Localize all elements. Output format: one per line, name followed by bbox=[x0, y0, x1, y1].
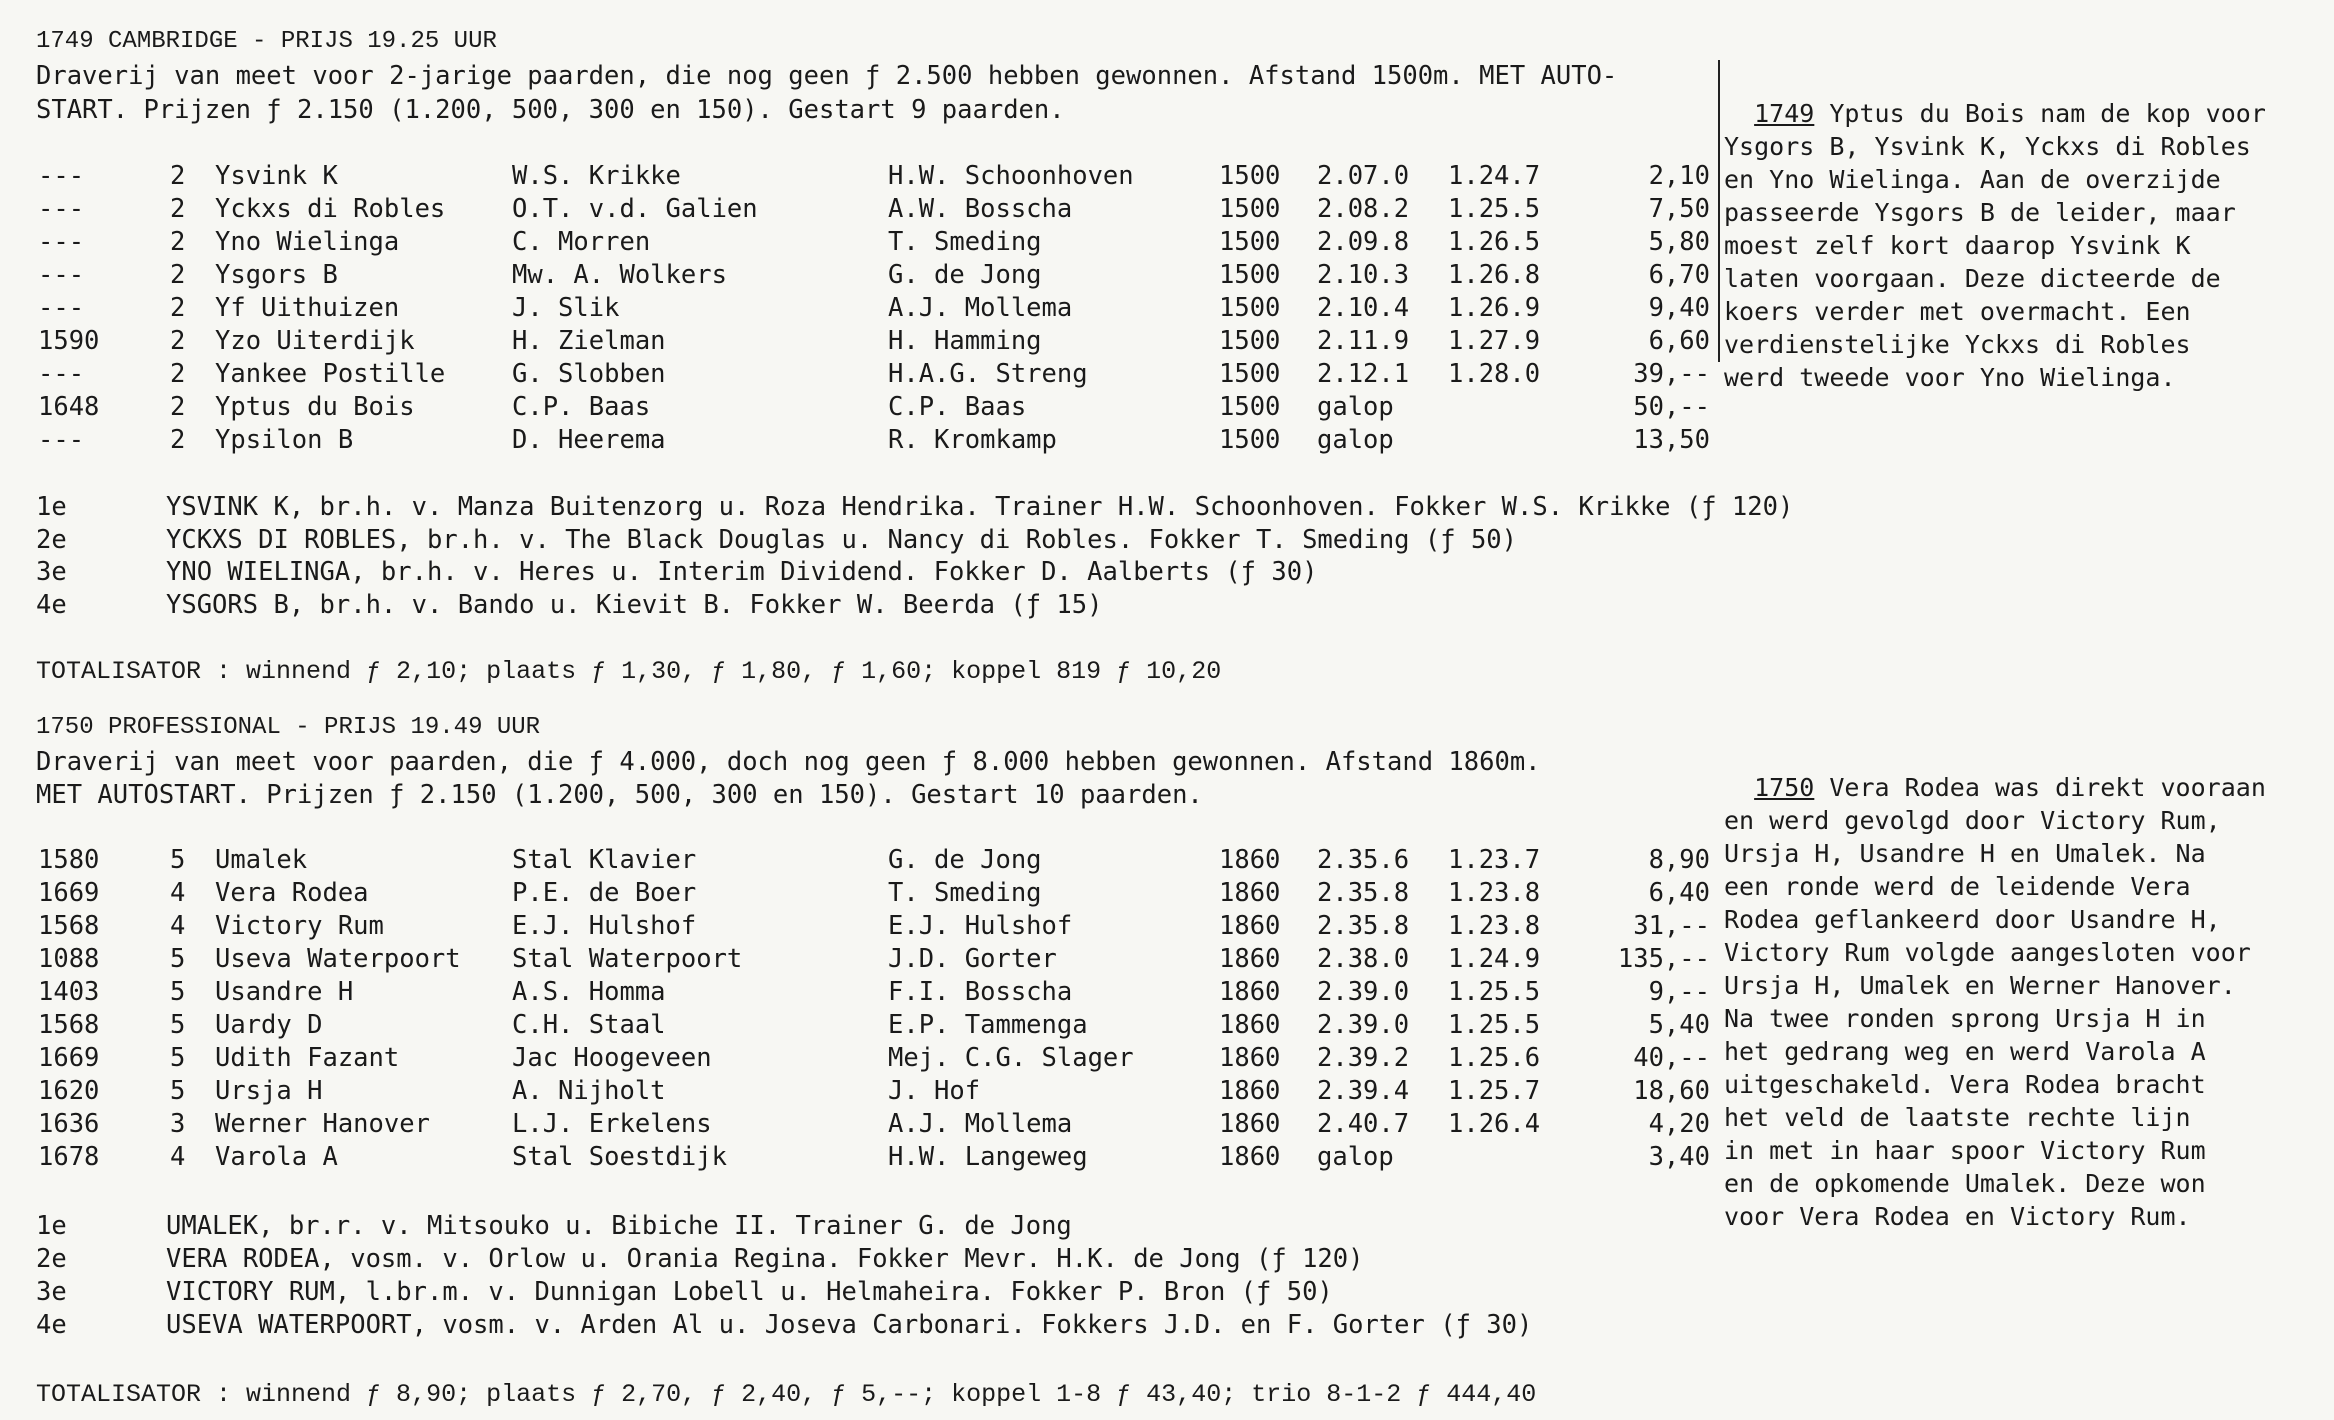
cell-km-time: 1.28.0 bbox=[1448, 359, 1541, 389]
cell-horse-name: Yno Wielinga bbox=[215, 227, 400, 257]
cell-start-number: --- bbox=[38, 293, 85, 323]
comment-line: Ursja H, Umalek en Werner Hanover. bbox=[1724, 971, 2236, 1000]
cell-owner: G. Slobben bbox=[512, 359, 666, 389]
cell-distance: 1860 bbox=[1219, 1043, 1281, 1073]
cell-driver: J.D. Gorter bbox=[888, 944, 1057, 974]
race2-description-line2: MET AUTOSTART. Prijzen ƒ 2.150 (1.200, 500, 300 en 150). Gestart 10 paarden. bbox=[36, 780, 1203, 810]
cell-driver: H.W. Langeweg bbox=[888, 1142, 1088, 1172]
cell-time: galop bbox=[1317, 392, 1394, 422]
race1-description-line2: START. Prijzen ƒ 2.150 (1.200, 500, 300 en 150). Gestart 9 paarden. bbox=[36, 95, 1065, 125]
cell-start-number: 1669 bbox=[38, 878, 100, 908]
cell-odds: 13,50 bbox=[1633, 425, 1710, 455]
cell-horse-name: Victory Rum bbox=[215, 911, 384, 941]
cell-age: 5 bbox=[170, 944, 186, 974]
cell-odds: 50,-- bbox=[1633, 392, 1710, 422]
cell-start-number: 1669 bbox=[38, 1043, 100, 1073]
cell-distance: 1860 bbox=[1219, 911, 1281, 941]
placing-text: UMALEK, br.r. v. Mitsouko u. Bibiche II. Trainer G. de Jong bbox=[166, 1211, 1072, 1241]
cell-driver: A.J. Mollema bbox=[888, 293, 1073, 323]
cell-age: 2 bbox=[170, 293, 186, 323]
comment-line: koers verder met overmacht. Een bbox=[1724, 297, 2191, 326]
table-row bbox=[0, 877, 1720, 910]
cell-time: 2.10.3 bbox=[1317, 260, 1410, 290]
cell-horse-name: Yankee Postille bbox=[215, 359, 446, 389]
cell-km-time: 1.23.7 bbox=[1448, 845, 1541, 875]
cell-horse-name: Ysgors B bbox=[215, 260, 338, 290]
cell-odds: 2,10 bbox=[1648, 161, 1710, 191]
cell-driver: T. Smeding bbox=[888, 227, 1042, 257]
cell-time: galop bbox=[1317, 425, 1394, 455]
cell-start-number: 1590 bbox=[38, 326, 100, 356]
cell-age: 5 bbox=[170, 1010, 186, 1040]
race1-comment-number: 1749 bbox=[1754, 99, 1815, 128]
cell-odds: 3,40 bbox=[1648, 1142, 1710, 1172]
cell-start-number: --- bbox=[38, 161, 85, 191]
cell-odds: 8,90 bbox=[1648, 845, 1710, 875]
cell-distance: 1500 bbox=[1219, 260, 1281, 290]
cell-start-number: 1568 bbox=[38, 911, 100, 941]
cell-age: 2 bbox=[170, 161, 186, 191]
cell-distance: 1500 bbox=[1219, 194, 1281, 224]
cell-time: 2.35.8 bbox=[1317, 878, 1410, 908]
comment-line: het veld de laatste rechte lijn bbox=[1724, 1103, 2191, 1132]
placing-position: 2e bbox=[36, 524, 67, 555]
cell-driver: H.A.G. Streng bbox=[888, 359, 1088, 389]
table-row bbox=[0, 325, 1720, 358]
placing-position: 2e bbox=[36, 1244, 67, 1274]
bleed-through-text bbox=[1460, 712, 1471, 750]
cell-start-number: --- bbox=[38, 260, 85, 290]
cell-odds: 7,50 bbox=[1648, 194, 1710, 224]
cell-odds: 18,60 bbox=[1633, 1076, 1710, 1106]
cell-owner: A. Nijholt bbox=[512, 1076, 666, 1106]
placing-position: 4e bbox=[36, 589, 67, 620]
cell-age: 2 bbox=[170, 425, 186, 455]
cell-km-time: 1.24.7 bbox=[1448, 161, 1541, 191]
cell-owner: H. Zielman bbox=[512, 326, 666, 356]
cell-start-number: --- bbox=[38, 227, 85, 257]
race2-comment-number: 1750 bbox=[1754, 773, 1815, 802]
cell-driver: G. de Jong bbox=[888, 260, 1042, 290]
cell-start-number: 1678 bbox=[38, 1142, 100, 1172]
cell-start-number: 1648 bbox=[38, 392, 100, 422]
cell-odds: 9,40 bbox=[1648, 293, 1710, 323]
placing-text: YNO WIELINGA, br.h. v. Heres u. Interim Dividend. Fokker D. Aalberts (ƒ 30) bbox=[166, 557, 1318, 587]
cell-distance: 1500 bbox=[1219, 293, 1281, 323]
cell-owner: C.H. Staal bbox=[512, 1010, 666, 1040]
cell-time: 2.40.7 bbox=[1317, 1109, 1410, 1139]
cell-distance: 1860 bbox=[1219, 878, 1281, 908]
cell-driver: E.J. Hulshof bbox=[888, 911, 1073, 941]
cell-time: 2.07.0 bbox=[1317, 161, 1410, 191]
cell-time: 2.39.2 bbox=[1317, 1043, 1410, 1073]
cell-owner: Stal Klavier bbox=[512, 845, 697, 875]
race1-comment-divider bbox=[1718, 60, 1720, 362]
cell-age: 5 bbox=[170, 1043, 186, 1073]
cell-distance: 1500 bbox=[1219, 359, 1281, 389]
cell-odds: 6,70 bbox=[1648, 260, 1710, 290]
cell-age: 5 bbox=[170, 845, 186, 875]
comment-line: laten voorgaan. Deze dicteerde de bbox=[1724, 264, 2221, 293]
comment-line: moest zelf kort daarop Ysvink K bbox=[1724, 231, 2191, 260]
cell-time: 2.11.9 bbox=[1317, 326, 1410, 356]
cell-start-number: 1620 bbox=[38, 1076, 100, 1106]
cell-odds: 6,60 bbox=[1648, 326, 1710, 356]
comment-line: verdienstelijke Yckxs di Robles bbox=[1724, 330, 2191, 359]
cell-odds: 135,-- bbox=[1617, 944, 1710, 974]
cell-owner: L.J. Erkelens bbox=[512, 1109, 712, 1139]
cell-time: 2.12.1 bbox=[1317, 359, 1410, 389]
cell-time: 2.38.0 bbox=[1317, 944, 1410, 974]
placing-text: YCKXS DI ROBLES, br.h. v. The Black Douglas u. Nancy di Robles. Fokker T. Smeding (ƒ 50) bbox=[166, 524, 1518, 555]
cell-horse-name: Udith Fazant bbox=[215, 1043, 400, 1073]
race2-comment bbox=[1724, 738, 2266, 1233]
cell-owner: C. Morren bbox=[512, 227, 651, 257]
cell-odds: 39,-- bbox=[1633, 359, 1710, 389]
cell-owner: C.P. Baas bbox=[512, 392, 651, 422]
cell-distance: 1500 bbox=[1219, 326, 1281, 356]
comment-line: Ursja H, Usandre H en Umalek. Na bbox=[1724, 839, 2206, 868]
comment-line: Rodea geflankeerd door Usandre H, bbox=[1724, 905, 2221, 934]
cell-age: 2 bbox=[170, 194, 186, 224]
cell-age: 5 bbox=[170, 1076, 186, 1106]
cell-age: 4 bbox=[170, 1142, 186, 1172]
cell-start-number: 1403 bbox=[38, 977, 100, 1007]
cell-km-time: 1.26.9 bbox=[1448, 293, 1541, 323]
table-row bbox=[0, 1108, 1720, 1141]
table-row bbox=[0, 391, 1720, 424]
comment-line: en werd gevolgd door Victory Rum, bbox=[1724, 806, 2221, 835]
cell-driver: J. Hof bbox=[888, 1076, 981, 1106]
cell-owner: W.S. Krikke bbox=[512, 161, 681, 191]
placing-text: YSVINK K, br.h. v. Manza Buitenzorg u. Roza Hendrika. Trainer H.W. Schoonhoven. Fokker W.S. Krikke (ƒ 120) bbox=[166, 492, 1794, 522]
cell-time: 2.35.6 bbox=[1317, 845, 1410, 875]
placing-position: 1e bbox=[36, 492, 67, 522]
cell-age: 2 bbox=[170, 326, 186, 356]
cell-horse-name: Varola A bbox=[215, 1142, 338, 1172]
placing-position: 3e bbox=[36, 1277, 67, 1307]
cell-owner: D. Heerema bbox=[512, 425, 666, 455]
table-row bbox=[0, 1141, 1720, 1174]
cell-owner: A.S. Homma bbox=[512, 977, 666, 1007]
comment-line: Na twee ronden sprong Ursja H in bbox=[1724, 1004, 2206, 1033]
cell-distance: 1860 bbox=[1219, 1010, 1281, 1040]
comment-line: Victory Rum volgde aangesloten voor bbox=[1724, 938, 2251, 967]
table-row bbox=[0, 976, 1720, 1009]
comment-line: Ysgors B, Ysvink K, Yckxs di Robles bbox=[1724, 132, 2251, 161]
race2-header: 1750 PROFESSIONAL - PRIJS 19.49 UUR bbox=[36, 714, 541, 741]
cell-owner: E.J. Hulshof bbox=[512, 911, 697, 941]
cell-driver: A.J. Mollema bbox=[888, 1109, 1073, 1139]
cell-horse-name: Yptus du Bois bbox=[215, 392, 415, 422]
comment-line: werd tweede voor Yno Wielinga. bbox=[1724, 363, 2176, 392]
cell-owner: Stal Waterpoort bbox=[512, 944, 743, 974]
cell-odds: 4,20 bbox=[1648, 1109, 1710, 1139]
cell-odds: 40,-- bbox=[1633, 1043, 1710, 1073]
cell-odds: 5,40 bbox=[1648, 1010, 1710, 1040]
placing-text: VERA RODEA, vosm. v. Orlow u. Orania Regina. Fokker Mevr. H.K. de Jong (ƒ 120) bbox=[166, 1244, 1364, 1274]
cell-start-number: 1580 bbox=[38, 845, 100, 875]
cell-driver: H.W. Schoonhoven bbox=[888, 161, 1134, 191]
cell-horse-name: Yckxs di Robles bbox=[215, 194, 446, 224]
cell-start-number: --- bbox=[38, 359, 85, 389]
table-row bbox=[0, 1075, 1720, 1108]
placing-position: 1e bbox=[36, 1211, 67, 1241]
placing-position: 3e bbox=[36, 557, 67, 587]
cell-owner: P.E. de Boer bbox=[512, 878, 697, 908]
comment-line: het gedrang weg en werd Varola A bbox=[1724, 1037, 2206, 1066]
cell-distance: 1500 bbox=[1219, 227, 1281, 257]
cell-time: 2.39.4 bbox=[1317, 1076, 1410, 1106]
table-row bbox=[0, 910, 1720, 943]
cell-time: 2.09.8 bbox=[1317, 227, 1410, 257]
placing-text: USEVA WATERPOORT, vosm. v. Arden Al u. Joseva Carbonari. Fokkers J.D. en F. Gorter (ƒ 30) bbox=[166, 1310, 1533, 1340]
cell-horse-name: Yzo Uiterdijk bbox=[215, 326, 415, 356]
cell-km-time: 1.27.9 bbox=[1448, 326, 1541, 356]
race2-description-line1: Draverij van meet voor paarden, die ƒ 4.000, doch nog geen ƒ 8.000 hebben gewonnen. Afstand 1860m. bbox=[36, 747, 1541, 777]
comment-line: in met in haar spoor Victory Rum bbox=[1724, 1136, 2206, 1165]
cell-distance: 1500 bbox=[1219, 425, 1281, 455]
table-row bbox=[0, 1042, 1720, 1075]
race1-description-line1: Draverij van meet voor 2-jarige paarden, die nog geen ƒ 2.500 hebben gewonnen. Afstand 1500m. MET AUTO- bbox=[36, 61, 1618, 91]
cell-start-number: 1568 bbox=[38, 1010, 100, 1040]
comment-line: Vera Rodea was direkt vooraan bbox=[1814, 773, 2266, 802]
cell-driver: C.P. Baas bbox=[888, 392, 1027, 422]
cell-odds: 6,40 bbox=[1648, 878, 1710, 908]
cell-km-time: 1.25.5 bbox=[1448, 194, 1541, 224]
cell-owner: O.T. v.d. Galien bbox=[512, 194, 758, 224]
cell-horse-name: Yf Uithuizen bbox=[215, 293, 400, 323]
cell-age: 5 bbox=[170, 977, 186, 1007]
cell-horse-name: Uardy D bbox=[215, 1010, 323, 1040]
table-row bbox=[0, 424, 1720, 457]
table-row bbox=[0, 943, 1720, 976]
cell-odds: 31,-- bbox=[1633, 911, 1710, 941]
cell-horse-name: Ypsilon B bbox=[215, 425, 354, 455]
cell-owner: J. Slik bbox=[512, 293, 620, 323]
cell-km-time: 1.26.8 bbox=[1448, 260, 1541, 290]
table-row bbox=[0, 1009, 1720, 1042]
race1-totalisator: TOTALISATOR : winnend ƒ 2,10; plaats ƒ 1,30, ƒ 1,80, ƒ 1,60; koppel 819 ƒ 10,20 bbox=[36, 657, 1222, 686]
cell-distance: 1500 bbox=[1219, 392, 1281, 422]
cell-age: 2 bbox=[170, 260, 186, 290]
comment-line: passeerde Ysgors B de leider, maar bbox=[1724, 198, 2236, 227]
cell-start-number: --- bbox=[38, 425, 85, 455]
cell-horse-name: Umalek bbox=[215, 845, 308, 875]
cell-distance: 1860 bbox=[1219, 1142, 1281, 1172]
race1-comment bbox=[1724, 64, 2266, 394]
comment-line: en de opkomende Umalek. Deze won bbox=[1724, 1169, 2206, 1198]
cell-km-time: 1.24.9 bbox=[1448, 944, 1541, 974]
table-row bbox=[0, 292, 1720, 325]
cell-driver: Mej. C.G. Slager bbox=[888, 1043, 1134, 1073]
cell-horse-name: Usandre H bbox=[215, 977, 354, 1007]
table-row bbox=[0, 259, 1720, 292]
comment-line: uitgeschakeld. Vera Rodea bracht bbox=[1724, 1070, 2206, 1099]
cell-horse-name: Useva Waterpoort bbox=[215, 944, 461, 974]
cell-km-time: 1.25.6 bbox=[1448, 1043, 1541, 1073]
cell-driver: A.W. Bosscha bbox=[888, 194, 1073, 224]
cell-owner: Jac Hoogeveen bbox=[512, 1043, 712, 1073]
cell-km-time: 1.25.7 bbox=[1448, 1076, 1541, 1106]
cell-odds: 9,-- bbox=[1648, 977, 1710, 1007]
cell-km-time: 1.25.5 bbox=[1448, 1010, 1541, 1040]
table-row bbox=[0, 160, 1720, 193]
placing-text: VICTORY RUM, l.br.m. v. Dunnigan Lobell u. Helmaheira. Fokker P. Bron (ƒ 50) bbox=[166, 1277, 1333, 1307]
cell-horse-name: Vera Rodea bbox=[215, 878, 369, 908]
cell-start-number: 1636 bbox=[38, 1109, 100, 1139]
cell-age: 4 bbox=[170, 911, 186, 941]
cell-distance: 1500 bbox=[1219, 161, 1281, 191]
race2-totalisator: TOTALISATOR : winnend ƒ 8,90; plaats ƒ 2,70, ƒ 2,40, ƒ 5,--; koppel 1-8 ƒ 43,40; trio 8-1-2 ƒ 444,40 bbox=[36, 1380, 1537, 1409]
cell-driver: F.I. Bosscha bbox=[888, 977, 1073, 1007]
cell-owner: Stal Soestdijk bbox=[512, 1142, 727, 1172]
cell-driver: G. de Jong bbox=[888, 845, 1042, 875]
cell-distance: 1860 bbox=[1219, 1076, 1281, 1106]
cell-age: 3 bbox=[170, 1109, 186, 1139]
cell-driver: R. Kromkamp bbox=[888, 425, 1057, 455]
cell-time: 2.39.0 bbox=[1317, 1010, 1410, 1040]
cell-age: 2 bbox=[170, 359, 186, 389]
cell-odds: 5,80 bbox=[1648, 227, 1710, 257]
table-row bbox=[0, 193, 1720, 226]
table-row bbox=[0, 358, 1720, 391]
cell-km-time: 1.23.8 bbox=[1448, 878, 1541, 908]
comment-line: en Yno Wielinga. Aan de overzijde bbox=[1724, 165, 2221, 194]
cell-km-time: 1.26.5 bbox=[1448, 227, 1541, 257]
cell-start-number: --- bbox=[38, 194, 85, 224]
cell-time: 2.35.8 bbox=[1317, 911, 1410, 941]
cell-age: 4 bbox=[170, 878, 186, 908]
cell-distance: 1860 bbox=[1219, 944, 1281, 974]
cell-driver: E.P. Tammenga bbox=[888, 1010, 1088, 1040]
cell-distance: 1860 bbox=[1219, 845, 1281, 875]
cell-time: 2.10.4 bbox=[1317, 293, 1410, 323]
cell-km-time: 1.25.5 bbox=[1448, 977, 1541, 1007]
cell-time: 2.08.2 bbox=[1317, 194, 1410, 224]
cell-horse-name: Ysvink K bbox=[215, 161, 338, 191]
cell-owner: Mw. A. Wolkers bbox=[512, 260, 727, 290]
table-row bbox=[0, 226, 1720, 259]
comment-line: Yptus du Bois nam de kop voor bbox=[1814, 99, 2266, 128]
cell-horse-name: Ursja H bbox=[215, 1076, 323, 1106]
table-row bbox=[0, 844, 1720, 877]
cell-km-time: 1.23.8 bbox=[1448, 911, 1541, 941]
placing-position: 4e bbox=[36, 1310, 67, 1340]
cell-age: 2 bbox=[170, 227, 186, 257]
cell-driver: T. Smeding bbox=[888, 878, 1042, 908]
comment-line: een ronde werd de leidende Vera bbox=[1724, 872, 2191, 901]
cell-time: 2.39.0 bbox=[1317, 977, 1410, 1007]
cell-distance: 1860 bbox=[1219, 977, 1281, 1007]
comment-line: voor Vera Rodea en Victory Rum. bbox=[1724, 1202, 2191, 1231]
cell-horse-name: Werner Hanover bbox=[215, 1109, 430, 1139]
cell-start-number: 1088 bbox=[38, 944, 100, 974]
cell-driver: H. Hamming bbox=[888, 326, 1042, 356]
cell-time: galop bbox=[1317, 1142, 1394, 1172]
race1-header: 1749 CAMBRIDGE - PRIJS 19.25 UUR bbox=[36, 28, 497, 55]
cell-km-time: 1.26.4 bbox=[1448, 1109, 1541, 1139]
cell-age: 2 bbox=[170, 392, 186, 422]
placing-text: YSGORS B, br.h. v. Bando u. Kievit B. Fokker W. Beerda (ƒ 15) bbox=[166, 589, 1103, 620]
cell-distance: 1860 bbox=[1219, 1109, 1281, 1139]
